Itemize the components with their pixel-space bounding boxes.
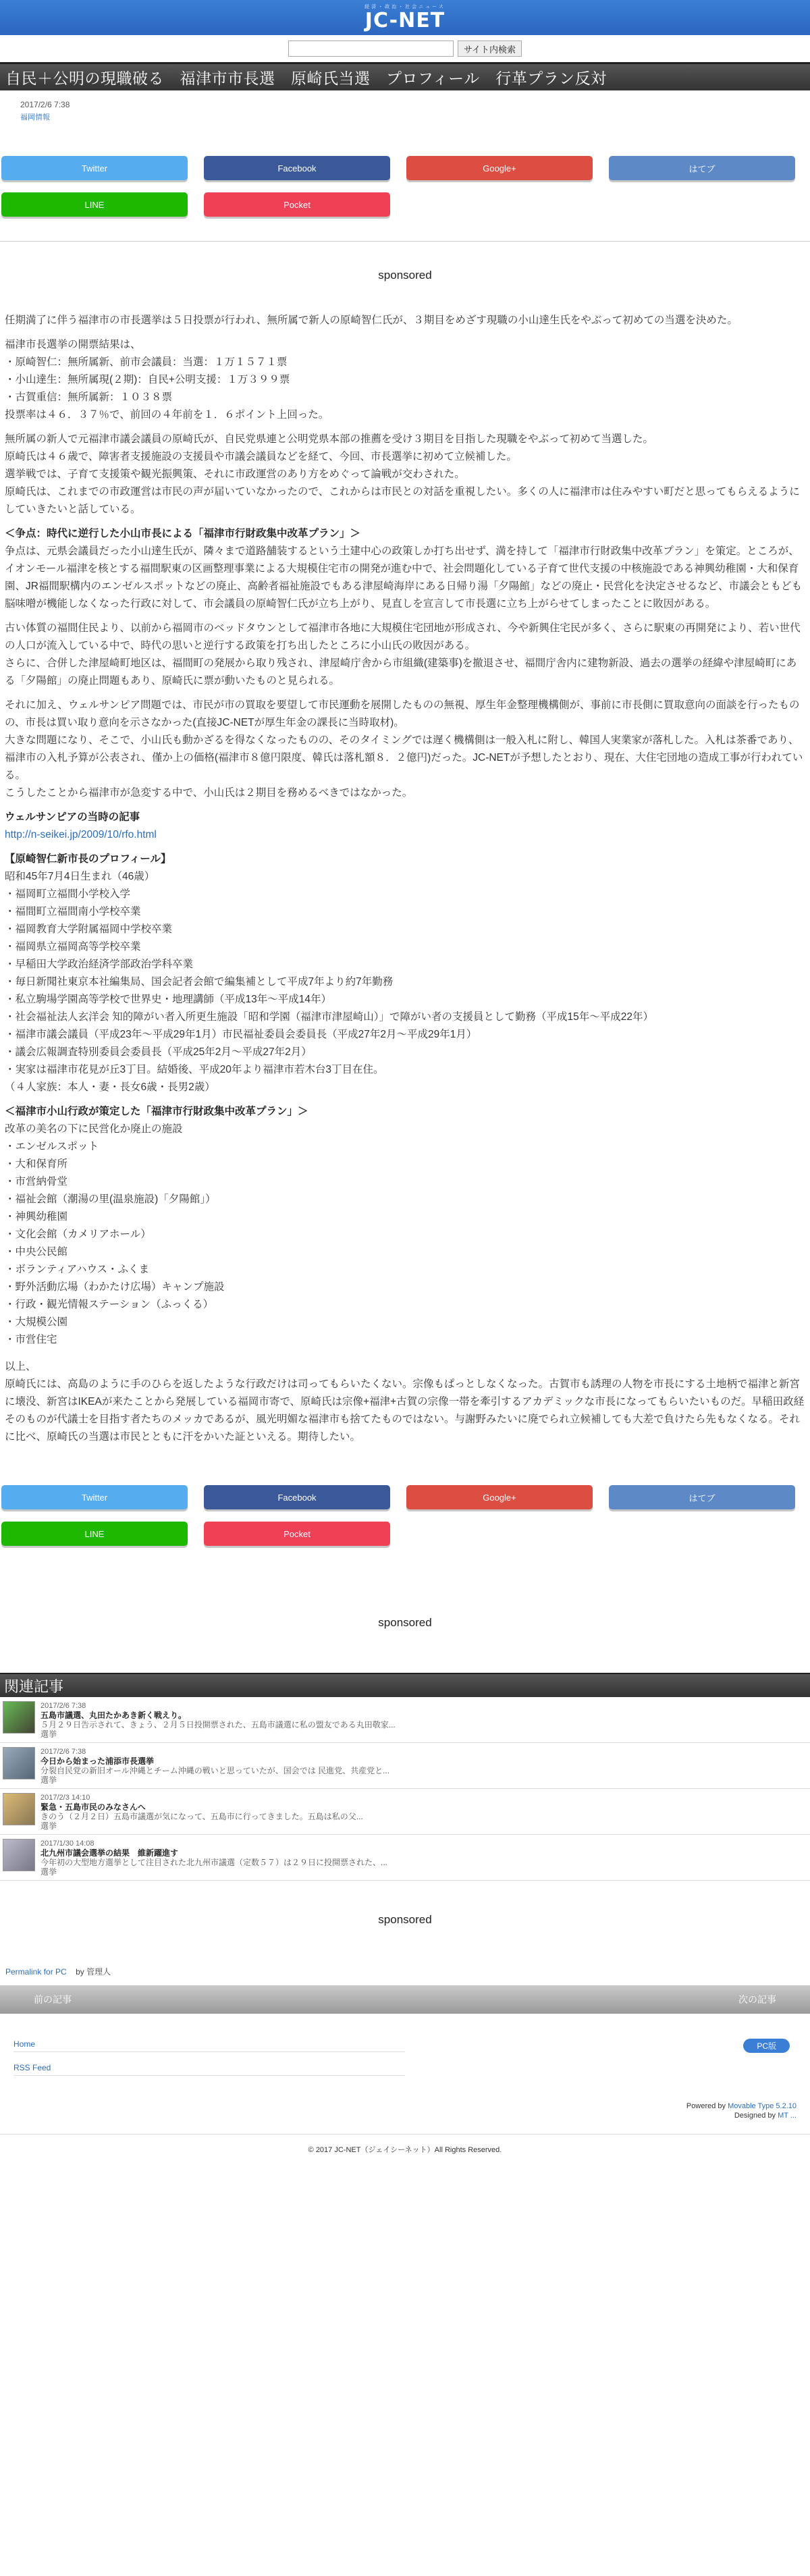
post-meta xyxy=(0,90,810,124)
related-category: 選挙 xyxy=(40,1775,57,1785)
article-paragraph: 古い体質の福間住民より、以前から福岡市のベッドタウンとして福津市各地に大規模住宅団地が形成され、今や新興住宅民が多く、さらに駅東の再開発により、若い世代の人口が流入している中で、時代の思いと逆行する政策を打ち出したところに小山氏の敗因がある。 さらに、合併した津屋崎町地区は、福間町の発展から取り残され、津屋崎庁舎から市組織(建築事)を撤退させ、福間庁舎内に建物新設、過去の選挙の経緯や津屋崎町にある「夕陽館」の廃止問題もあり、原崎氏に票が動いたものと見られる。 xyxy=(5,622,801,687)
post-category-link[interactable]: 福岡情報 xyxy=(20,113,50,122)
related-desc: ５月２９日告示されて、きょう、２月５日投開票された、五島市議選に私の盟友である丸田敬家... xyxy=(40,1720,396,1729)
sponsored-label: sponsored xyxy=(378,1616,432,1629)
article-paragraph: 任期満了に伴う福津市の市長選挙は５日投票が行われ、無所属で新人の原崎智仁氏が、３期目をめざす現職の小山達生氏をやぶって初めての当選を決めた。 xyxy=(5,315,738,326)
related-thumbnail[interactable] xyxy=(3,1839,35,1871)
footer-links xyxy=(0,2014,810,2081)
sponsored-label: sponsored xyxy=(378,269,432,281)
related-title[interactable]: 五島市議選、丸田たかあき新く戦えり。 xyxy=(40,1711,187,1720)
search-bar xyxy=(0,35,810,62)
site-logo[interactable] xyxy=(364,3,446,32)
post-title: 自民＋公明の現職破る 福津市市長選 原崎氏当選 プロフィール 行革プラン反対 xyxy=(5,70,607,88)
related-date: 2017/1/30 14:08 xyxy=(40,1840,94,1848)
article-paragraph: 無所属の新人で元福津市議会議員の原崎氏が、自民党県連と公明党県本部の推薦を受け３期目を目指した現職をやぶって初めて当選した。 原崎氏は４６歳で、障害者支援施設の支援員や市議会議員などを経て、今回、市長選挙に初めて立候補した。 選挙戦では、子育て支援策や観光振興策、それに市政運営のあり方をめぐって論戦が交わされた。 原崎氏は、これまでの市政運営は市民の声が届いていなかったので、これからは市民との対話を重視したい。多くの人に福津市は住みやすい町だと思ってもらえるようにしていきたいと話している。 xyxy=(5,433,800,515)
share-buttons-top xyxy=(0,156,810,217)
search-input[interactable] xyxy=(288,41,454,57)
line-share-button[interactable]: LINE xyxy=(1,192,188,217)
powered-by xyxy=(0,2081,810,2120)
article-body xyxy=(0,312,810,1446)
related-item[interactable] xyxy=(0,1835,810,1881)
permalink-link[interactable]: Permalink for PC xyxy=(5,1967,67,1977)
related-list xyxy=(0,1697,810,1881)
related-category: 選挙 xyxy=(40,1729,57,1739)
related-title[interactable]: 緊急・五島市民のみなさんへ xyxy=(40,1802,146,1812)
post-title-band xyxy=(0,62,810,90)
profile-list: 昭和45年7月4日生まれ（46歳） ・福岡町立福間小学校入学 ・福間町立福間南小学校卒業 ・福岡教育大学附属福岡中学校卒業 ・福岡県立福岡高等学校卒業 ・早稲田大学政治経済学部政治学科卒業 ・毎日新聞社東京本社編集局、国会記者会館で編集補として平成7年より約7年勤務 ・私立駒場学園高等学校で世界史・地理講師（平成13年～平成14年） ・社会福祉法人玄洋会 知的障がい者入所更生施設「昭和学園（福津市津屋崎山）」で障がい者の支援員として勤務（平成15年～平成22年） ・福津市議会議員（平成23年～平成29年1月）市民福祉委員会委員長（平成27年2月～平成29年1月） ・議会広報調査特別委員会委員長（平成25年2月～平成27年2月） ・実家は福津市花見が丘3丁目。結婚後、平成20年より福津市若木台3丁目在住。 （４人家族：本人・妻・長女6歳・長男2歳） xyxy=(5,871,654,1093)
powered-prefix: Powered by xyxy=(686,2102,726,2110)
related-category: 選挙 xyxy=(40,1821,57,1831)
section-heading: ＜争点：時代に逆行した小山市長による「福津市行財政集中改革プラン」＞ xyxy=(5,528,361,539)
twitter-share-button[interactable]: Twitter xyxy=(1,1485,188,1509)
related-date: 2017/2/3 14:10 xyxy=(40,1794,90,1802)
post-navigation xyxy=(0,1985,810,2014)
pc-version-button[interactable]: PC版 xyxy=(743,2039,790,2053)
related-item[interactable] xyxy=(0,1789,810,1835)
designed-prefix: Designed by xyxy=(734,2112,776,2120)
facebook-share-button[interactable]: Facebook xyxy=(204,156,390,180)
article-closing: 以上、 原崎氏には、高島のように手のひらを返したような行政だけは司ってもらいたくない。宗像もぱっとしなくなった。古賀市も誘理の人物を市長にする土地柄で福津と新宮に壊没、新宮はIKEAが来たことから発展している福岡市寄で、原崎氏は宗像+福津+古賀の宗像一帯を牽引するアカデミックな市長になってもらいたいものだ。早稲田政経そのものが代議士を目指す者たちのメッカであるが、風光明媚な福津市も捨てたものではない。与謝野みたいに廃でられ立候補しても大差で負けたら先もなくなる。それに比べ、原崎氏の当選は市民とともに汗をかいた証といえる。期待したい。 xyxy=(5,1361,805,1443)
google-plus-share-button[interactable]: Google+ xyxy=(406,1485,593,1509)
section-heading: 【原崎智仁新市長のプロフィール】 xyxy=(5,853,171,865)
related-desc: きのう（２月２日）五島市議選が気になって、五島市に行ってきました。五島は私の父... xyxy=(40,1812,363,1821)
related-thumbnail[interactable] xyxy=(3,1793,35,1825)
author-credit: by 管理人 xyxy=(76,1967,111,1977)
twitter-share-button[interactable]: Twitter xyxy=(1,156,188,180)
hatena-share-button[interactable]: はてブ xyxy=(609,156,795,180)
related-thumbnail[interactable] xyxy=(3,1747,35,1779)
movable-type-link[interactable]: Movable Type 5.2.10 xyxy=(728,2102,796,2110)
site-header xyxy=(0,0,810,35)
line-share-button[interactable]: LINE xyxy=(1,1522,188,1546)
related-thumbnail[interactable] xyxy=(3,1701,35,1734)
divider xyxy=(0,241,810,242)
related-item[interactable] xyxy=(0,1743,810,1789)
hatena-share-button[interactable]: はてブ xyxy=(609,1485,795,1509)
sponsored-label: sponsored xyxy=(378,1913,432,1926)
related-date: 2017/2/6 7:38 xyxy=(40,1748,86,1756)
related-title[interactable]: 今日から始まった浦添市長選挙 xyxy=(40,1756,155,1766)
copyright: © 2017 JC-NET（ジェイシーネット）All Rights Reserved. xyxy=(0,2134,810,2170)
search-button[interactable]: サイト内検索 xyxy=(458,41,522,57)
logo-text: JC-NET xyxy=(364,9,446,32)
post-date: 2017/2/6 7:38 xyxy=(20,100,70,109)
rss-feed-link[interactable]: RSS Feed xyxy=(14,2063,405,2076)
permalink-line xyxy=(0,1966,810,1977)
designer-link[interactable]: MT ... xyxy=(778,2112,796,2120)
share-buttons-bottom xyxy=(0,1485,810,1546)
pocket-share-button[interactable]: Pocket xyxy=(204,1522,390,1546)
prev-post-link[interactable]: 前の記事 xyxy=(34,1994,72,2005)
home-link[interactable]: Home xyxy=(14,2039,405,2052)
related-desc: 今年初の大型地方選挙として注目された北九州市議選（定数５７）は２９日に投開票された、... xyxy=(40,1858,388,1867)
welsan-article-link[interactable]: http://n-seikei.jp/2009/10/rfo.html xyxy=(5,829,157,840)
related-heading: 関連記事 xyxy=(0,1673,810,1697)
related-desc: 分裂自民党の新旧オール沖縄とチーム沖縄の戦いと思っていたが、国会では 民進党、共産党と... xyxy=(40,1766,390,1775)
election-results: 福津市長選挙の開票結果は、 ・原崎智仁：無所属新、前市会議員：当選：１万１５７１票 ・小山達生：無所属現(２期)：自民+公明支援：１万３９９票 ・古賀重信：無所属新：１０３８票 投票率は４６．３７％で、前回の４年前を１．６ポイント上回った。 xyxy=(5,339,329,421)
article-paragraph: それに加え、ウェルサンピア問題では、市民が市の買取を要望して市民運動を展開したものの無視、厚生年金整理機構側が、事前に市長側に買取意向の面談を行ったものの、市長は買い取り意向を示さなかった(直接JC-NETが厚生年金の課長に当時取材)。 大きな問題になり、そこで、小山氏も動かざるを得なくなったものの、そのタイミングでは遅く機構側は一般入札に附し、韓国人実業家が落札した。入札は茶番であり、福津市の入札予算が公表され、僅か上の価格(福津市８億円限度、韓氏は落札額８．２億円)だった。JC-NETが予想したとおり、現在、大住宅団地の造成工事が行われている。 こうしたことから福津市が急変する中で、小山氏は２期目を務めるべきではなかった。 xyxy=(5,699,803,799)
logo-tagline: 経済・政治・社会ニュース xyxy=(364,5,446,9)
related-date: 2017/2/6 7:38 xyxy=(40,1702,86,1710)
related-title[interactable]: 北九州市議会選挙の結果 維新躍進す xyxy=(40,1848,179,1858)
article-paragraph: 争点は、元県会議員だった小山達生氏が、隣々まで道路舗装するという土建中心の政策しか打ち出せず、満を持して「福津市行財政集中改革プラン」を策定。ところが、イオンモール福津を核とする福間駅東の区画整理事業による大規模住宅市の開発が進む中で、社会問題化している子育て世代支援の中核施設である神興幼稚園・大和保育園、JR福間駅構内のエンゼルスポットなどの廃止、高齢者福祉施設でもある津屋崎海岸にある日帰り湯「夕陽館」などの廃止・民営化を決定させるなど、市議会ともども脳味噌が機能しなくなった行政に対して、市会議員の原崎智仁氏が立ち上がり、見直しを宣言して市長選に立ち上がらせてしまったことに敗因がある。 xyxy=(5,545,802,610)
section-heading: ウェルサンピアの当時の記事 xyxy=(5,811,140,823)
plan-list: 改革の美名の下に民営化か廃止の施設 ・エンゼルスポット ・大和保育所 ・市営納骨堂 ・福祉会館（潮湯の里(温泉施設)「夕陽館」） ・神興幼稚園 ・文化会館（カメリアホール） ・中央公民館 ・ボランティアハウス・ふくま ・野外活動広場（わかたけ広場）キャンプ施設 ・行政・観光情報ステーション（ふっくる） ・大規模公園 ・市営住宅 xyxy=(5,1123,225,1345)
google-plus-share-button[interactable]: Google+ xyxy=(406,156,593,180)
related-category: 選挙 xyxy=(40,1867,57,1877)
section-heading: ＜福津市小山行政が策定した「福津市行財政集中改革プラン」＞ xyxy=(5,1106,308,1117)
pocket-share-button[interactable]: Pocket xyxy=(204,192,390,217)
facebook-share-button[interactable]: Facebook xyxy=(204,1485,390,1509)
related-item[interactable] xyxy=(0,1697,810,1743)
next-post-link[interactable]: 次の記事 xyxy=(738,1994,776,2005)
